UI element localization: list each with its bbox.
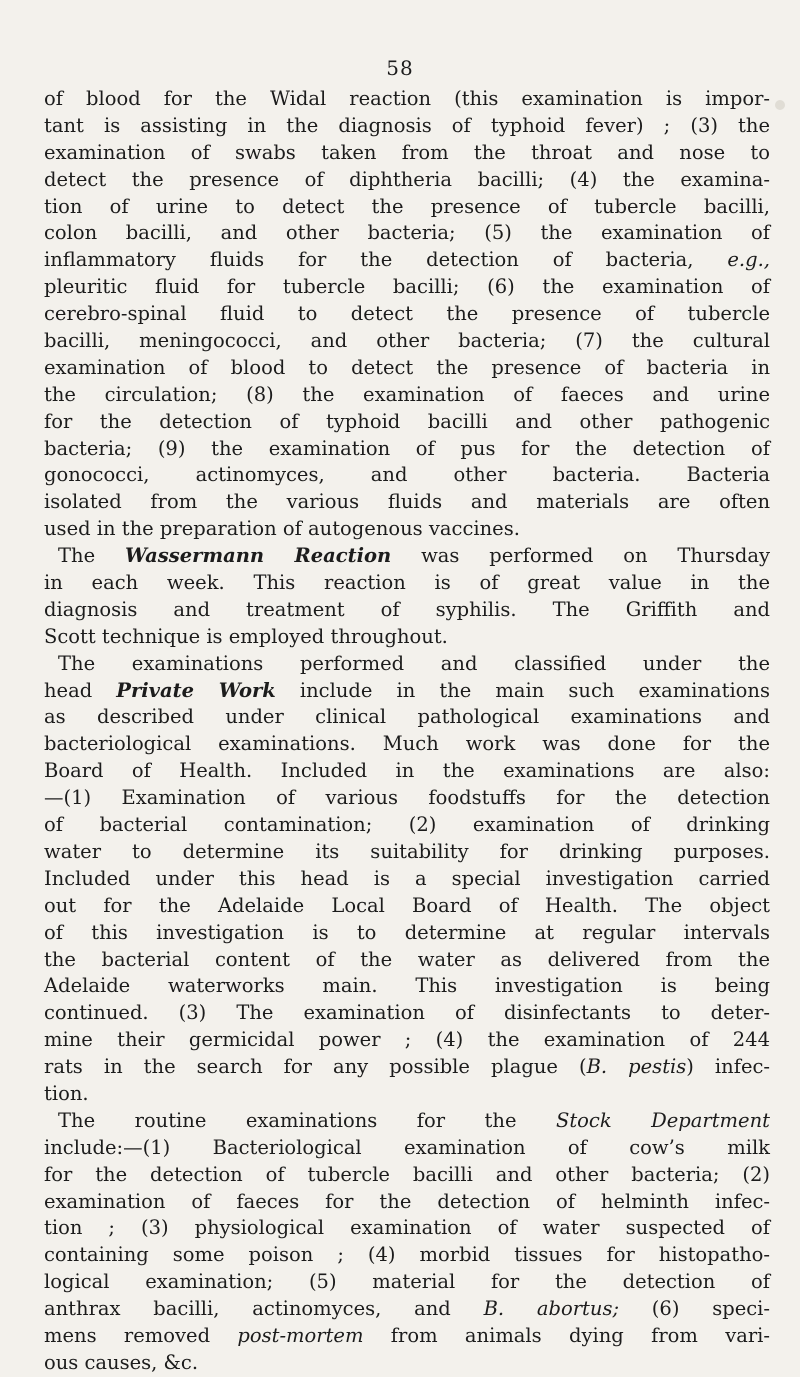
text-line (44, 920, 770, 947)
text-segment: as described under clinical pathological examinations and (44, 705, 770, 729)
text-segment: cerebro-spinal fluid to detect the presence of tubercle (44, 302, 770, 326)
text-line (44, 382, 770, 409)
text-segment: colon bacilli, and other bacteria; (5) the examination of (44, 221, 770, 245)
emphasized-text: B. pestis (586, 1055, 687, 1079)
text-segment: from animals dying from vari- (363, 1323, 770, 1347)
text-line (44, 1081, 770, 1108)
text-segment: containing some poison ; (4) morbid tissues for histopatho- (44, 1243, 770, 1267)
text-segment: include in the main such examinations (275, 678, 770, 702)
text-line (44, 1027, 770, 1054)
text-segment: ) infec- (686, 1055, 770, 1079)
text-segment: continued. (3) The examination of disinfectants to deter- (44, 1001, 770, 1025)
text-line (44, 893, 770, 920)
text-line (44, 1242, 770, 1269)
text-segment: (6) speci- (619, 1297, 770, 1321)
text-line (44, 570, 770, 597)
text-segment: anthrax bacilli, actinomyces, and (44, 1297, 484, 1321)
text-line (44, 140, 770, 167)
text-line (44, 1000, 770, 1027)
text-line (44, 436, 770, 463)
page-number: 58 (386, 56, 414, 80)
emphasized-text: post-mortem (237, 1323, 364, 1347)
text-segment: diagnosis and treatment of syphilis. The Griffith and (44, 597, 770, 621)
text-line (44, 543, 770, 570)
text-line (44, 1054, 770, 1081)
text-segment: pleuritic fluid for tubercle bacilli; (6) the examination of (44, 275, 770, 299)
text-line (44, 597, 770, 624)
text-line (44, 785, 770, 812)
text-segment: was performed on Thursday (391, 544, 770, 568)
text-line (44, 409, 770, 436)
paper-mark (775, 100, 785, 110)
text-line (44, 516, 770, 543)
text-segment: logical examination; (5) material for the detection of (44, 1270, 770, 1294)
text-segment: for the detection of tubercle bacilli and other bacteria; (2) (44, 1162, 770, 1186)
emphasized-text: Private Work (116, 678, 276, 702)
text-line (44, 704, 770, 731)
text-line (44, 1323, 770, 1350)
text-line (44, 1350, 770, 1377)
emphasized-text: B. abortus; (483, 1297, 620, 1321)
text-line (44, 274, 770, 301)
text-line (44, 301, 770, 328)
emphasized-text: e.g., (727, 248, 770, 272)
text-segment: head (44, 678, 117, 702)
text-segment: bacteriological examinations. Much work was done for the (44, 732, 770, 756)
text-segment: of this investigation is to determine at regular intervals (44, 920, 770, 944)
text-line (44, 1189, 770, 1216)
text-segment: Board of Health. Included in the examinations are also: (44, 759, 770, 783)
text-line (44, 167, 770, 194)
text-line (44, 1135, 770, 1162)
text-line (44, 194, 770, 221)
text-line (44, 947, 770, 974)
text-line (44, 489, 770, 516)
text-segment: tion. (44, 1081, 89, 1105)
text-segment: used in the preparation of autogenous vaccines. (44, 517, 520, 541)
text-segment: rats in the search for any possible plague ( (44, 1055, 587, 1079)
text-line (44, 1269, 770, 1296)
text-segment: of blood for the Widal reaction (this examination is impor- (44, 87, 770, 110)
text-line (44, 247, 770, 274)
text-segment: the circulation; (8) the examination of faeces and urine (44, 382, 770, 406)
text-line (44, 839, 770, 866)
text-segment: for the detection of typhoid bacilli and other pathogenic (44, 409, 770, 433)
text-segment: the bacterial content of the water as delivered from the (44, 947, 770, 971)
text-segment: tion ; (3) physiological examination of water suspected of (44, 1216, 770, 1240)
text-segment: The routine examinations for the (58, 1108, 556, 1132)
emphasized-text: Stock Department (555, 1108, 770, 1132)
text-line (44, 812, 770, 839)
body-text (44, 86, 770, 1377)
text-segment: detect the presence of diphtheria bacilli; (4) the examina- (44, 167, 770, 191)
emphasized-text: Wassermann Reaction (124, 544, 392, 568)
text-line (44, 355, 770, 382)
text-segment: Included under this head is a special investigation carried (44, 866, 770, 890)
text-segment: gonococci, actinomyces, and other bacteria. Bacteria (44, 463, 770, 487)
text-line (44, 678, 770, 705)
text-line (44, 113, 770, 140)
text-segment: out for the Adelaide Local Board of Health. The object (44, 893, 770, 917)
text-segment: include:—(1) Bacteriological examination of cow’s milk (44, 1135, 770, 1159)
text-line (44, 1162, 770, 1189)
text-segment: isolated from the various fluids and materials are often (44, 490, 770, 514)
text-segment: bacilli, meningococci, and other bacteria; (7) the cultural (44, 329, 770, 353)
text-segment: The (58, 544, 125, 568)
text-segment: Adelaide waterworks main. This investigation is being (44, 974, 770, 998)
text-line (44, 758, 770, 785)
text-segment: examination of blood to detect the presence of bacteria in (44, 355, 770, 379)
text-segment: in each week. This reaction is of great value in the (44, 571, 770, 595)
text-segment: ous causes, &c. (44, 1350, 199, 1374)
text-line (44, 1296, 770, 1323)
text-segment: inflammatory fluids for the detection of bacteria, (44, 248, 728, 272)
text-line (44, 86, 770, 113)
text-line (44, 1108, 770, 1135)
text-line (44, 866, 770, 893)
text-line (44, 462, 770, 489)
text-segment: examination of swabs taken from the throat and nose to (44, 140, 770, 164)
text-line (44, 220, 770, 247)
text-segment: tion of urine to detect the presence of tubercle bacilli, (44, 194, 770, 218)
text-line (44, 624, 770, 651)
text-segment: mine their germicidal power ; (4) the examination of 244 (44, 1028, 770, 1052)
text-segment: examination of faeces for the detection of helminth infec- (44, 1189, 770, 1213)
text-line (44, 1215, 770, 1242)
text-line (44, 328, 770, 355)
text-line (44, 651, 770, 678)
text-segment: water to determine its suitability for drinking purposes. (44, 839, 770, 863)
text-segment: bacteria; (9) the examination of pus for the detection of (44, 436, 770, 460)
text-line (44, 973, 770, 1000)
text-segment: of bacterial contamination; (2) examination of drinking (44, 813, 770, 837)
text-line (44, 731, 770, 758)
text-segment: mens removed (44, 1323, 238, 1347)
text-segment: Scott technique is employed throughout. (44, 624, 448, 648)
text-segment: The examinations performed and classified under the (58, 651, 770, 675)
text-segment: —(1) Examination of various foodstuffs for the detection (44, 786, 770, 810)
text-segment: tant is assisting in the diagnosis of typhoid fever) ; (3) the (44, 113, 770, 137)
